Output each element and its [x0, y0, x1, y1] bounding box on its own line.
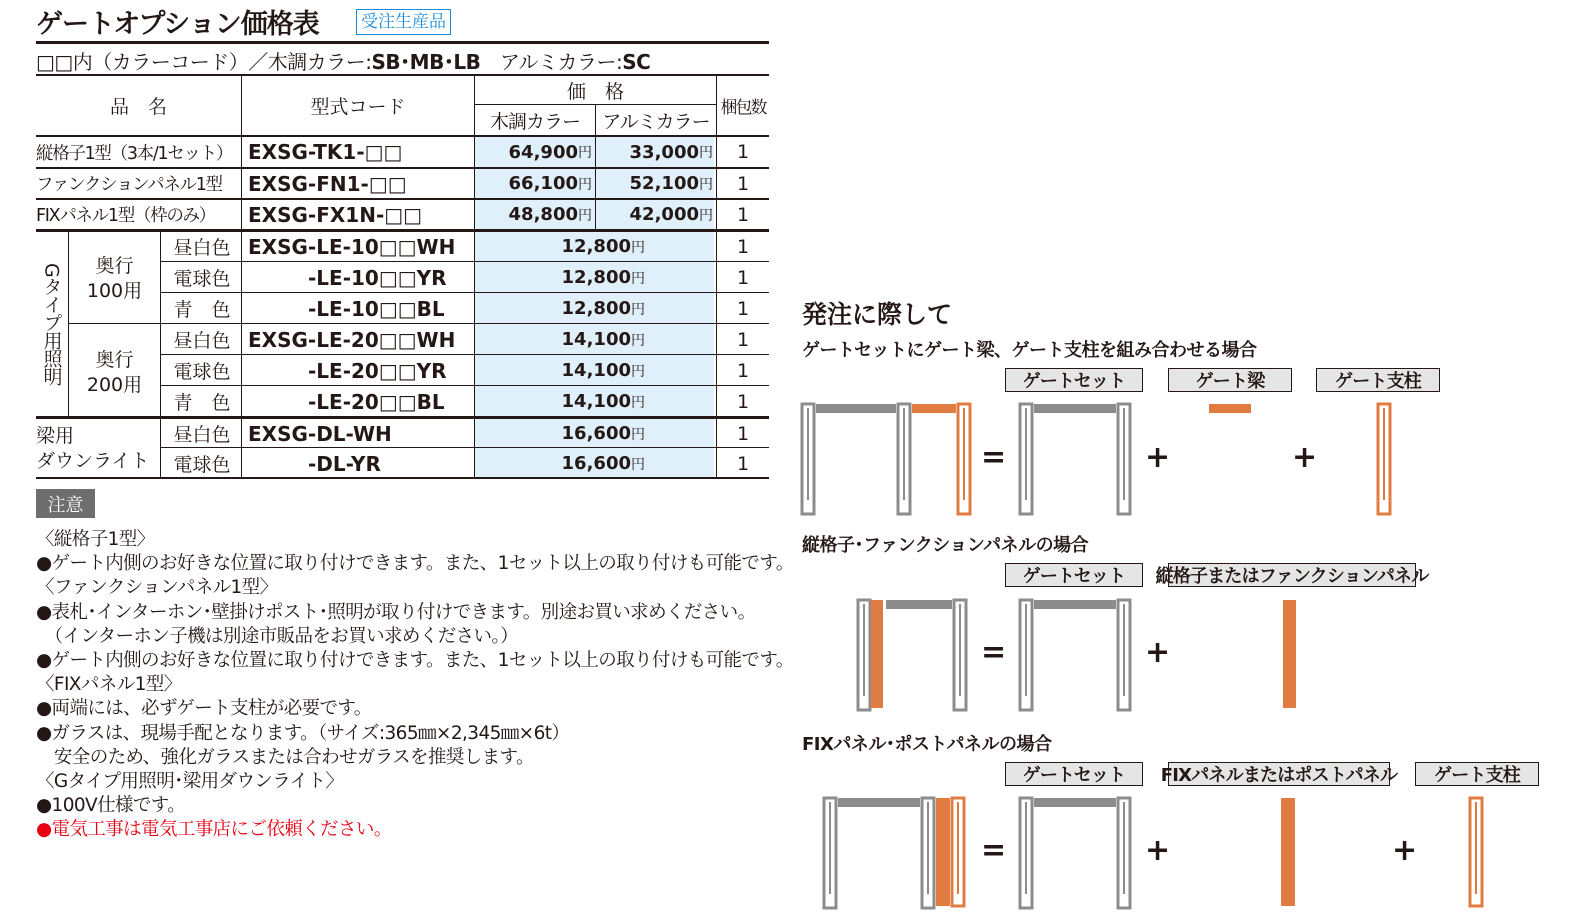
equals-sign: =: [981, 833, 1007, 868]
note-line: 〈Gタイプ用照明･梁用ダウンライト〉: [36, 771, 344, 792]
model-code: -DL-YR: [308, 451, 381, 476]
header-wood: 木調カラー: [489, 110, 580, 133]
qty-value: 1: [736, 235, 750, 258]
note-line: 〈縦格子1型〉: [36, 529, 155, 550]
section-2-title: 縦格子･ファンクションパネルの場合: [802, 535, 1089, 556]
group-downlight: 梁用 ダウンライト: [36, 425, 150, 472]
light-color: 昼白色: [173, 330, 231, 352]
label-fix-or-post-panel: FIXパネルまたはポストパネル: [1168, 762, 1390, 786]
qty-value: 1: [736, 328, 750, 351]
plus-sign: +: [1292, 440, 1318, 475]
label-gate-post: ゲート支柱: [1316, 368, 1440, 392]
price-value: 14,100: [561, 360, 631, 381]
gate-beam-part: [1209, 404, 1251, 413]
lattice-panel-part: [1283, 600, 1296, 708]
fix-panel-part: [1281, 798, 1295, 906]
model-code: EXSG-LE-20□□WH: [248, 327, 456, 352]
note-line: 〈ファンクションパネル1型〉: [36, 577, 278, 599]
note-line: ●電気工事は電気工事店にご依頼ください。: [36, 819, 392, 841]
qty-value: 1: [736, 266, 750, 289]
light-color: 青 色: [173, 299, 231, 321]
gate-post-part: [1470, 798, 1482, 906]
light-color: 電球色: [173, 454, 231, 476]
note-line: 安全のため、強化ガラスまたは合わせガラスを推奨します。: [36, 746, 534, 768]
header-code: 型式コード: [310, 96, 406, 118]
gate-post-part: [1378, 404, 1390, 514]
note-line: ●ゲート内側のお好きな位置に取り付けできます。また、1セット以上の取り付けも可能です。: [36, 650, 794, 671]
color-code-note: □□内（カラーコード）／木調カラー:SB･MB･LB アルミカラー:SC: [36, 50, 651, 74]
price-table: 品 名 型式コード 価 格 木調カラー アルミカラー 梱包数 縦格子1型（3本/1セット） EXSG-TK1-□□ 64,900 円 33,000 円 1 ファンクションパネル1型 EXSG-FN1-□□ 66,100 円 52,100 円 1 FIXパネル1型（枠のみ） EXSG-FX1N-□□ 48,800 円 42,000 円 1 Gタイプ用照明 奥行 100用 奥行 200用 昼白色 EXSG-LE-10□□WH 12,800 円 1 電球色 -LE-10□□YR 12,800 円 1 青 色 -LE-10□□BL 12,800 円 1 昼白色 EXSG-LE-20□□WH 14,100 円 1 電球色 -LE-20□□YR 14,100 円 1 青 色 -LE-20□□BL 14,100 円 1 昼白色 EXSG-DL-WH 16,600 円 1 電球色 -DL-YR 16,600 円 1 梁用 ダウンライト: [36, 74, 769, 478]
notes-badge: 注意: [36, 489, 95, 518]
model-code: -LE-10□□YR: [308, 265, 447, 290]
qty-value: 1: [736, 422, 750, 445]
header-qty: 梱包数: [720, 98, 766, 118]
equals-sign: =: [981, 635, 1007, 670]
note-line: （インターホン子機は別途市販品をお買い求めください。）: [36, 625, 518, 647]
model-code: -LE-10□□BL: [308, 296, 445, 321]
price-value: 14,100: [561, 391, 631, 412]
gate-set-diagram: [1020, 600, 1130, 710]
label-gate-set: ゲートセット: [1005, 762, 1143, 786]
light-color: 電球色: [173, 361, 231, 383]
note-line: ●ゲート内側のお好きな位置に取り付けできます。また、1セット以上の取り付けも可能です。: [36, 553, 794, 575]
plus-sign: +: [1145, 440, 1171, 475]
gate-set-diagram: [1020, 798, 1130, 908]
qty-value: 1: [736, 452, 750, 475]
header-alu: アルミカラー: [602, 110, 710, 133]
note-line: 〈FIXパネル1型〉: [36, 674, 182, 696]
page-title: ゲートオプション価格表: [36, 9, 319, 40]
price-value: 12,800: [561, 267, 631, 288]
note-line: ●表札･インターホン･壁掛けポスト･照明が取り付けできます。別途お買い求めください。: [36, 601, 756, 623]
qty-value: 1: [736, 359, 750, 382]
price-value: 12,800: [561, 298, 631, 319]
light-color: 青 色: [173, 392, 231, 414]
label-gate-beam: ゲート梁: [1168, 368, 1292, 392]
equals-sign: =: [981, 440, 1007, 475]
header-price: 価 格: [566, 80, 624, 103]
section-3-title: FIXパネル･ポストパネルの場合: [802, 734, 1052, 755]
price-value: 12,800: [561, 236, 631, 257]
label-gate-post: ゲート支柱: [1415, 762, 1539, 786]
gate-set-diagram: [1020, 404, 1130, 514]
model-code: -LE-20□□BL: [308, 389, 445, 414]
depth-200-label: 奥行 200用: [86, 349, 143, 396]
plus-sign: +: [1392, 833, 1418, 868]
group-g-lighting: Gタイプ用照明: [40, 263, 63, 385]
price-value: 16,600: [561, 423, 631, 444]
qty-value: 1: [736, 390, 750, 413]
header-name: 品 名: [109, 96, 167, 118]
depth-100-label: 奥行 100用: [86, 255, 143, 302]
lattice-gate-diagram: [858, 600, 966, 710]
note-line: ●ガラスは、現場手配となります。（サイズ:365㎜×2,345㎜×6t）: [36, 722, 570, 744]
plus-sign: +: [1145, 635, 1171, 670]
fix-panel-gate-diagram: [824, 798, 964, 908]
plus-sign: +: [1145, 833, 1171, 868]
label-lattice-or-function-panel: 縦格子またはファンクションパネル: [1168, 563, 1416, 587]
model-code: -LE-20□□YR: [308, 358, 447, 383]
price-value: 14,100: [561, 329, 631, 350]
label-gate-set: ゲートセット: [1005, 368, 1143, 392]
combined-gate-diagram: [802, 404, 970, 514]
qty-value: 1: [736, 297, 750, 320]
made-to-order-badge: 受注生産品: [356, 9, 451, 35]
note-line: ●両端には、必ずゲート支柱が必要です。: [36, 698, 372, 720]
light-color: 電球色: [173, 268, 231, 290]
label-gate-set: ゲートセット: [1005, 563, 1143, 587]
note-line: ●100V仕様です。: [36, 795, 186, 817]
section-1-title: ゲートセットにゲート梁、ゲート支柱を組み合わせる場合: [802, 340, 1257, 361]
order-heading: 発注に際して: [802, 300, 953, 329]
light-color: 昼白色: [173, 237, 231, 259]
light-color: 昼白色: [173, 424, 231, 446]
price-value: 16,600: [561, 453, 631, 474]
model-code: EXSG-LE-10□□WH: [248, 234, 456, 259]
model-code: EXSG-DL-WH: [248, 421, 392, 446]
